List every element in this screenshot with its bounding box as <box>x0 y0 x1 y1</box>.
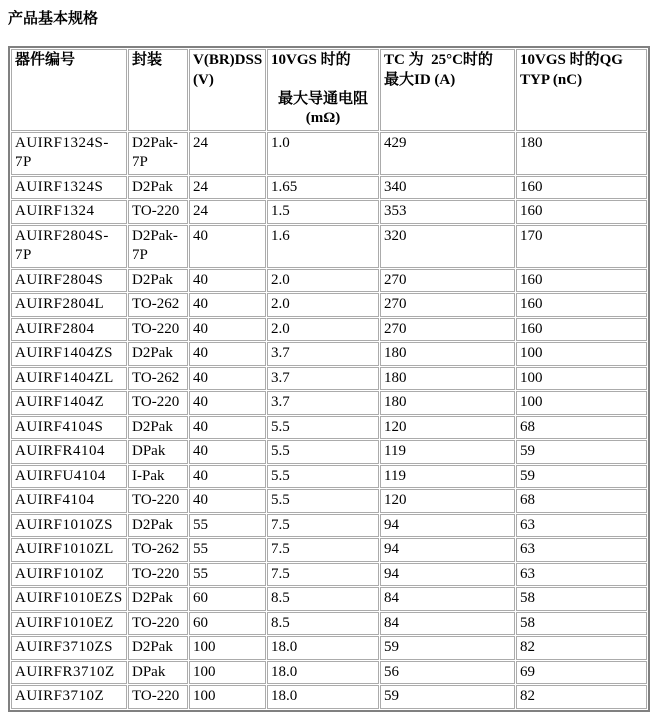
vbrdss-cell: 100 <box>189 636 266 660</box>
table-row <box>11 225 647 268</box>
part-number-cell: AUIRF2804 <box>11 318 127 342</box>
rdson-cell: 8.5 <box>267 587 379 611</box>
part-number-cell: AUIRF3710Z <box>11 685 127 709</box>
qg-cell: 63 <box>516 563 647 587</box>
part-number-cell: AUIRF1404ZL <box>11 367 127 391</box>
package-cell: DPak <box>128 661 188 685</box>
qg-cell: 160 <box>516 293 647 317</box>
table-row <box>11 367 647 391</box>
part-number-cell: AUIRFU4104 <box>11 465 127 489</box>
table-row <box>11 563 647 587</box>
part-number-cell: AUIRFR4104 <box>11 440 127 464</box>
max-id-cell: 120 <box>380 489 515 513</box>
package-cell: TO-262 <box>128 293 188 317</box>
vbrdss-cell: 100 <box>189 685 266 709</box>
vbrdss-cell: 40 <box>189 225 266 268</box>
table-row <box>11 318 647 342</box>
qg-cell: 160 <box>516 269 647 293</box>
qg-cell: 58 <box>516 587 647 611</box>
rdson-cell: 3.7 <box>267 367 379 391</box>
part-number-cell: AUIRF2804L <box>11 293 127 317</box>
package-cell: D2Pak <box>128 636 188 660</box>
max-id-cell: 94 <box>380 514 515 538</box>
package-cell: D2Pak <box>128 514 188 538</box>
rdson-cell: 2.0 <box>267 293 379 317</box>
max-id-cell: 270 <box>380 293 515 317</box>
table-row <box>11 465 647 489</box>
table-row <box>11 612 647 636</box>
page-title: 产品基本规格 <box>8 11 99 27</box>
rdson-cell: 1.5 <box>267 200 379 224</box>
product-spec-table <box>8 46 650 712</box>
vbrdss-cell: 40 <box>189 416 266 440</box>
package-cell: D2Pak-7P <box>128 225 188 268</box>
part-number-cell: AUIRF1010EZ <box>11 612 127 636</box>
qg-cell: 59 <box>516 440 647 464</box>
table-row <box>11 391 647 415</box>
header-row <box>11 49 647 131</box>
package-cell: D2Pak <box>128 269 188 293</box>
vbrdss-cell: 24 <box>189 132 266 175</box>
vbrdss-cell: 55 <box>189 538 266 562</box>
header-package-label: 封装 <box>132 52 163 68</box>
header-vbrdss-line2: (V) <box>193 71 214 88</box>
part-number-cell: AUIRF1324S <box>11 176 127 200</box>
part-number-cell: AUIRF2804S <box>11 269 127 293</box>
table-row <box>11 661 647 685</box>
qg-cell: 82 <box>516 636 647 660</box>
vbrdss-cell: 40 <box>189 440 266 464</box>
part-number-cell: AUIRF2804S-7P <box>11 225 127 268</box>
vbrdss-cell: 40 <box>189 293 266 317</box>
qg-cell: 180 <box>516 132 647 175</box>
part-number-cell: AUIRF1010EZS <box>11 587 127 611</box>
qg-cell: 160 <box>516 176 647 200</box>
package-cell: TO-262 <box>128 538 188 562</box>
part-number-cell: AUIRF4104 <box>11 489 127 513</box>
part-number-cell: AUIRF1324 <box>11 200 127 224</box>
table-row <box>11 176 647 200</box>
header-rdson <box>267 49 379 131</box>
max-id-cell: 59 <box>380 636 515 660</box>
rdson-cell: 5.5 <box>267 416 379 440</box>
max-id-cell: 353 <box>380 200 515 224</box>
part-number-cell: AUIRF1010ZL <box>11 538 127 562</box>
table-row <box>11 440 647 464</box>
qg-cell: 160 <box>516 318 647 342</box>
header-rdson-line3: (mΩ) <box>305 110 341 126</box>
max-id-cell: 84 <box>380 587 515 611</box>
part-number-cell: AUIRF1010Z <box>11 563 127 587</box>
qg-cell: 100 <box>516 342 647 366</box>
header-max-id-line1: TC 为 25°C时的 <box>384 52 493 68</box>
qg-cell: 100 <box>516 367 647 391</box>
max-id-cell: 56 <box>380 661 515 685</box>
package-cell: D2Pak <box>128 176 188 200</box>
qg-cell: 160 <box>516 200 647 224</box>
table-row <box>11 538 647 562</box>
header-vbrdss-line1: V(BR)DSS <box>193 52 263 68</box>
package-cell: TO-220 <box>128 685 188 709</box>
table-row <box>11 636 647 660</box>
package-cell: TO-220 <box>128 563 188 587</box>
part-number-cell: AUIRF1404ZS <box>11 342 127 366</box>
table-row <box>11 200 647 224</box>
package-cell: I-Pak <box>128 465 188 489</box>
package-cell: TO-220 <box>128 318 188 342</box>
max-id-cell: 94 <box>380 538 515 562</box>
table-row <box>11 132 647 175</box>
part-number-cell: AUIRFR3710Z <box>11 661 127 685</box>
header-rdson-line1: 10VGS 时的 <box>271 52 351 68</box>
max-id-cell: 429 <box>380 132 515 175</box>
part-number-cell: AUIRF1324S-7P <box>11 132 127 175</box>
rdson-cell: 3.7 <box>267 342 379 366</box>
header-max-id <box>380 49 515 131</box>
package-cell: TO-220 <box>128 391 188 415</box>
table-row <box>11 514 647 538</box>
max-id-cell: 270 <box>380 269 515 293</box>
qg-cell: 68 <box>516 416 647 440</box>
package-cell: TO-220 <box>128 612 188 636</box>
vbrdss-cell: 40 <box>189 342 266 366</box>
rdson-cell: 18.0 <box>267 685 379 709</box>
vbrdss-cell: 40 <box>189 465 266 489</box>
vbrdss-cell: 55 <box>189 514 266 538</box>
rdson-cell: 1.0 <box>267 132 379 175</box>
rdson-cell: 3.7 <box>267 391 379 415</box>
qg-cell: 69 <box>516 661 647 685</box>
qg-cell: 59 <box>516 465 647 489</box>
max-id-cell: 180 <box>380 342 515 366</box>
max-id-cell: 270 <box>380 318 515 342</box>
vbrdss-cell: 60 <box>189 612 266 636</box>
max-id-cell: 94 <box>380 563 515 587</box>
table-row <box>11 416 647 440</box>
header-part-number <box>11 49 127 131</box>
vbrdss-cell: 24 <box>189 176 266 200</box>
part-number-cell: AUIRF1010ZS <box>11 514 127 538</box>
header-package <box>128 49 188 131</box>
table-row <box>11 342 647 366</box>
package-cell: D2Pak <box>128 416 188 440</box>
package-cell: D2Pak <box>128 587 188 611</box>
max-id-cell: 120 <box>380 416 515 440</box>
qg-cell: 68 <box>516 489 647 513</box>
max-id-cell: 119 <box>380 465 515 489</box>
vbrdss-cell: 40 <box>189 367 266 391</box>
rdson-cell: 2.0 <box>267 318 379 342</box>
rdson-cell: 7.5 <box>267 563 379 587</box>
qg-cell: 63 <box>516 514 647 538</box>
max-id-cell: 320 <box>380 225 515 268</box>
rdson-cell: 1.65 <box>267 176 379 200</box>
vbrdss-cell: 40 <box>189 318 266 342</box>
header-vbrdss <box>189 49 266 131</box>
rdson-cell: 5.5 <box>267 489 379 513</box>
header-qg <box>516 49 647 131</box>
rdson-cell: 7.5 <box>267 538 379 562</box>
vbrdss-cell: 24 <box>189 200 266 224</box>
rdson-cell: 18.0 <box>267 661 379 685</box>
header-max-id-line2: 最大ID (A) <box>384 71 456 88</box>
vbrdss-cell: 40 <box>189 391 266 415</box>
package-cell: TO-220 <box>128 489 188 513</box>
max-id-cell: 59 <box>380 685 515 709</box>
rdson-cell: 1.6 <box>267 225 379 268</box>
qg-cell: 100 <box>516 391 647 415</box>
rdson-cell: 18.0 <box>267 636 379 660</box>
table-row <box>11 489 647 513</box>
package-cell: D2Pak <box>128 342 188 366</box>
max-id-cell: 180 <box>380 367 515 391</box>
vbrdss-cell: 40 <box>189 489 266 513</box>
vbrdss-cell: 60 <box>189 587 266 611</box>
rdson-cell: 8.5 <box>267 612 379 636</box>
header-qg-line2: TYP (nC) <box>520 71 583 88</box>
table-row <box>11 685 647 709</box>
part-number-cell: AUIRF1404Z <box>11 391 127 415</box>
table-row <box>11 269 647 293</box>
qg-cell: 58 <box>516 612 647 636</box>
package-cell: TO-220 <box>128 200 188 224</box>
package-cell: TO-262 <box>128 367 188 391</box>
max-id-cell: 119 <box>380 440 515 464</box>
package-cell: D2Pak-7P <box>128 132 188 175</box>
vbrdss-cell: 100 <box>189 661 266 685</box>
table-row <box>11 293 647 317</box>
rdson-cell: 2.0 <box>267 269 379 293</box>
max-id-cell: 340 <box>380 176 515 200</box>
header-qg-line1: 10VGS 时的QG <box>520 52 623 68</box>
header-rdson-line2: 最大导通电阻 <box>277 90 368 107</box>
rdson-cell: 5.5 <box>267 465 379 489</box>
part-number-cell: AUIRF3710ZS <box>11 636 127 660</box>
max-id-cell: 180 <box>380 391 515 415</box>
package-cell: DPak <box>128 440 188 464</box>
vbrdss-cell: 40 <box>189 269 266 293</box>
rdson-cell: 5.5 <box>267 440 379 464</box>
header-part-number-label: 器件编号 <box>15 52 76 68</box>
qg-cell: 82 <box>516 685 647 709</box>
table-row <box>11 587 647 611</box>
vbrdss-cell: 55 <box>189 563 266 587</box>
qg-cell: 63 <box>516 538 647 562</box>
qg-cell: 170 <box>516 225 647 268</box>
part-number-cell: AUIRF4104S <box>11 416 127 440</box>
rdson-cell: 7.5 <box>267 514 379 538</box>
max-id-cell: 84 <box>380 612 515 636</box>
